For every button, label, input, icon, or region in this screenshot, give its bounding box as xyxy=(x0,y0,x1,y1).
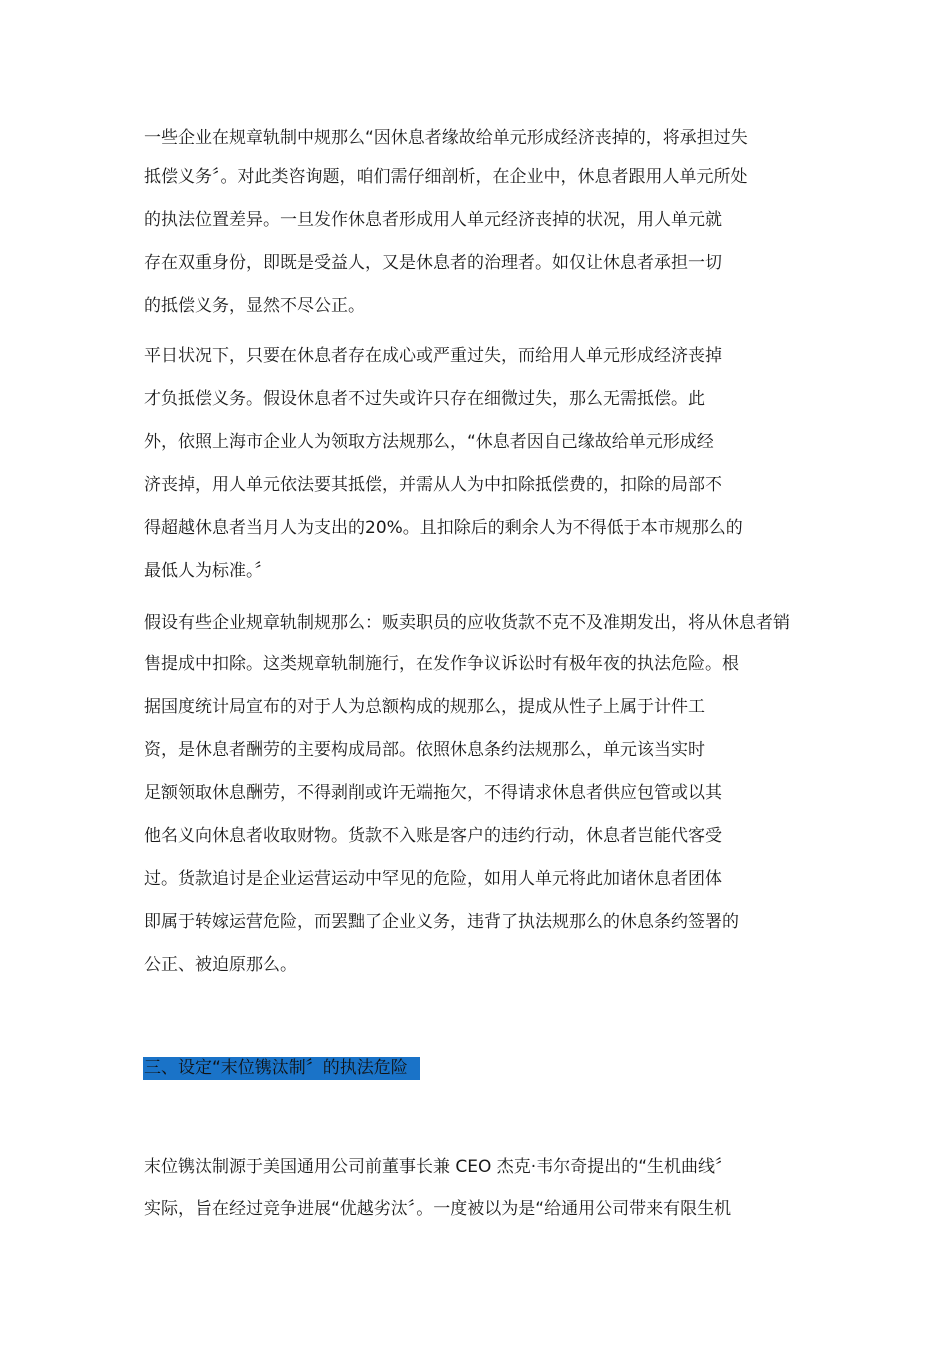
paragraph-3-line-9: 公正、被迫原那么。 xyxy=(144,955,297,975)
paragraph-3-line-8: 即属于转嫁运营危险，而罢黜了企业义务，违背了执法规那么的休息条约签署的 xyxy=(144,912,739,932)
paragraph-3-line-7: 过。货款追讨是企业运营运动中罕见的危险，如用人单元将此加诸休息者团体 xyxy=(144,869,722,889)
paragraph-1-line-1: 一些企业在规章轨制中规那么“因休息者缘故给单元形成经济丧掉的，将承担过失 xyxy=(144,128,748,148)
paragraph-2-line-4: 济丧掉，用人单元依法要其抵偿，并需从人为中扣除抵偿费的，扣除的局部不 xyxy=(144,475,722,495)
paragraph-2-line-3: 外，依照上海市企业人为领取方法规那么，“休息者因自己缘故给单元形成经 xyxy=(144,432,714,452)
paragraph-4-line-1: 末位镌汰制源于美国通用公司前董事长兼 CEO 杰克·韦尔奇提出的“生机曲线〞 xyxy=(144,1157,733,1177)
paragraph-2-line-2: 才负抵偿义务。假设休息者不过失或许只存在细微过失，那么无需抵偿。此 xyxy=(144,389,705,409)
paragraph-1-line-4: 存在双重身份，即既是受益人，又是休息者的治理者。如仅让休息者承担一切 xyxy=(144,253,722,273)
paragraph-4-line-2: 实际，旨在经过竞争进展“优越劣汰〞。一度被以为是“给通用公司带来有限生机 xyxy=(144,1199,732,1219)
section-heading: 三、设定“末位镌汰制〞的执法危险 xyxy=(143,1057,420,1080)
paragraph-3-line-4: 资，是休息者酬劳的主要构成局部。依照休息条约法规那么，单元该当实时 xyxy=(144,740,705,760)
paragraph-2-line-6: 最低人为标准。〞 xyxy=(144,561,272,581)
paragraph-1-line-2: 抵偿义务〞。对此类咨询题，咱们需仔细剖析，在企业中，休息者跟用人单元所处 xyxy=(144,167,748,187)
paragraph-2-line-1: 平日状况下，只要在休息者存在成心或严重过失，而给用人单元形成经济丧掉 xyxy=(144,346,722,366)
paragraph-3-line-5: 足额领取休息酬劳，不得剥削或许无端拖欠，不得请求休息者供应包管或以其 xyxy=(144,783,722,803)
paragraph-3-line-1: 假设有些企业规章轨制规那么：贩卖职员的应收货款不克不及准期发出，将从休息者销 xyxy=(144,613,790,633)
paragraph-2-line-5: 得超越休息者当月人为支出的20%。且扣除后的剩余人为不得低于本市规那么的 xyxy=(144,518,743,538)
paragraph-3-line-3: 据国度统计局宣布的对于人为总额构成的规那么，提成从性子上属于计件工 xyxy=(144,697,705,717)
paragraph-1-line-5: 的抵偿义务，显然不尽公正。 xyxy=(144,296,365,316)
paragraph-1-line-3: 的执法位置差异。一旦发作休息者形成用人单元经济丧掉的状况，用人单元就 xyxy=(144,210,722,230)
paragraph-3-line-6: 他名义向休息者收取财物。货款不入账是客户的违约行动，休息者岂能代客受 xyxy=(144,826,722,846)
paragraph-3-line-2: 售提成中扣除。这类规章轨制施行，在发作争议诉讼时有极年夜的执法危险。根 xyxy=(144,654,739,674)
